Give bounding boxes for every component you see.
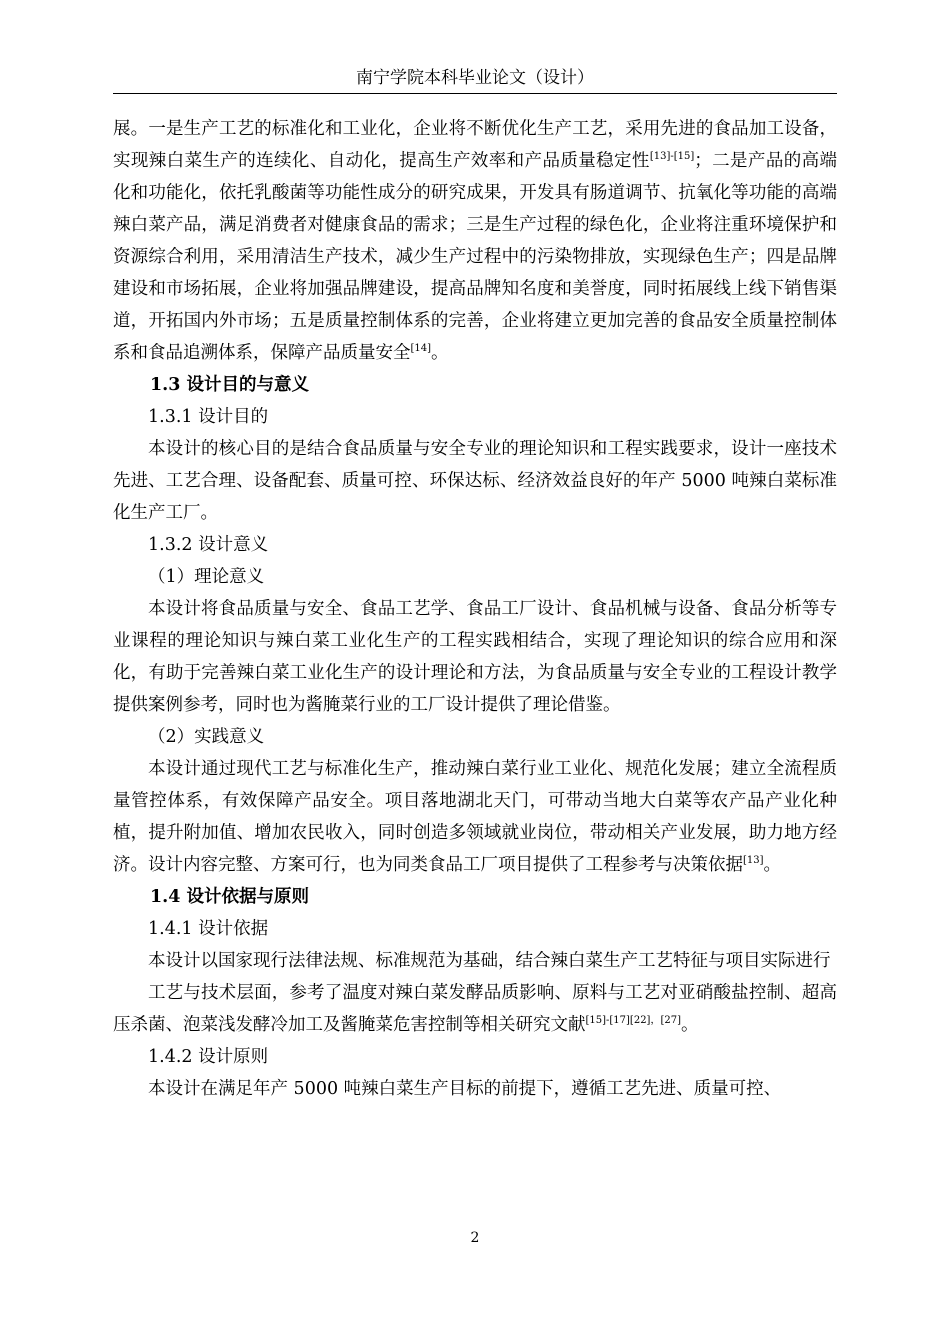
paragraph-development-trends: 展。一是生产工艺的标准化和工业化，企业将不断优化生产工艺，采用先进的食品加工设备，实现辣白菜生产的连续化、自动化，提高生产效率和产品质量稳定性[13]-[15]；二是产品的高端化和功能化，依托乳酸菌等功能性成分的研究成果，开发具有肠道调节、抗氧化等功能的高端辣白菜产品，满足消费者对健康食品的需求；三是生产过程的绿色化，企业将注重环境保护和资源综合利用，采用清洁生产技术，减少生产过程中的污染物排放，实现绿色生产；四是品牌建设和市场拓展，企业将加强品牌建设，提高品牌知名度和美誉度，同时拓展线上线下销售渠道，开拓国内外市场；五是质量控制体系的完善，企业将建立更加完善的食品安全质量控制体系和食品追溯体系，保障产品质量安全[14]。: [113, 119, 838, 363]
paragraph-practical-significance: 本设计通过现代工艺与标准化生产，推动辣白菜行业工业化、规范化发展；建立全流程质量管控体系，有效保障产品安全。项目落地湖北天门，可带动当地大白菜等农产品产业化种植，提升附加值、增加农民收入，同时创造多领域就业岗位，带动相关产业发展，助力地方经济。设计内容完整、方案可行，也为同类食品工厂项目提供了工程参考与决策依据[13]。: [113, 759, 837, 875]
header-divider: [113, 93, 837, 94]
document-body: [113, 113, 837, 1105]
paragraph-design-purpose: 本设计的核心目的是结合食品质量与安全专业的理论知识和工程实践要求，设计一座技术先进、工艺合理、设备配套、质量可控、环保达标、经济效益良好的年产 5000 吨辣白菜标准化生产工厂。: [113, 439, 837, 523]
citation: [14]: [410, 343, 432, 354]
citation: [13]: [743, 855, 764, 866]
paragraph-design-basis: 本设计以国家现行法律法规、标准规范为基础，结合辣白菜生产工艺特征与项目实际进行: [148, 951, 831, 971]
section-heading-1-4: 1.4 设计依据与原则: [150, 887, 310, 907]
subsection-heading-1-3-1: 1.3.1 设计目的: [148, 407, 269, 427]
subsection-heading-1-3-2: 1.3.2 设计意义: [148, 535, 269, 555]
subsection-heading-1-4-2: 1.4.2 设计原则: [148, 1047, 269, 1067]
heading-theoretical-significance: （1）理论意义: [148, 567, 265, 587]
citation: [15]-[17][22]，[27]: [585, 1015, 681, 1026]
page-header-title: 南宁学院本科毕业论文（设计）: [356, 68, 594, 88]
section-heading-1-3: 1.3 设计目的与意义: [150, 375, 310, 395]
paragraph-theoretical-significance: 本设计将食品质量与安全、食品工艺学、食品工厂设计、食品机械与设备、食品分析等专业课程的理论知识与辣白菜工业化生产的工程实践相结合，实现了理论知识的综合应用和深化，有助于完善辣白菜工业化生产的设计理论和方法，为食品质量与安全专业的工程设计教学提供案例参考，同时也为酱腌菜行业的工厂设计提供了理论借鉴。: [113, 599, 837, 715]
subsection-heading-1-4-1: 1.4.1 设计依据: [148, 919, 269, 939]
paragraph-technical-basis: 工艺与技术层面，参考了温度对辣白菜发酵品质影响、原料与工艺对亚硝酸盐控制、超高压杀菌、泡菜浅发酵冷加工及酱腌菜危害控制等相关研究文献[15]-[17][22]，[27]。: [113, 983, 837, 1035]
heading-practical-significance: （2）实践意义: [148, 727, 265, 747]
paragraph-design-principles: 本设计在满足年产 5000 吨辣白菜生产目标的前提下，遵循工艺先进、质量可控、: [148, 1079, 782, 1099]
page-number: 2: [470, 1230, 480, 1246]
citation: [13]-[15]: [649, 151, 695, 162]
